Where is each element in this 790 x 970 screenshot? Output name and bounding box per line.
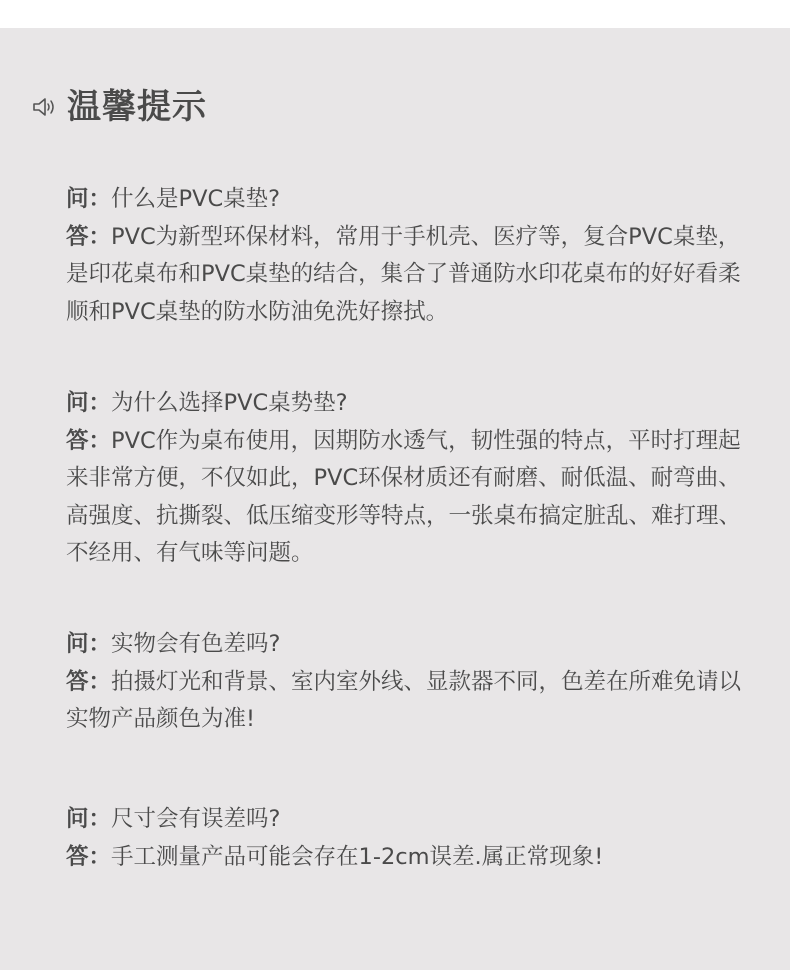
answer-prefix: 答：	[66, 668, 112, 695]
question-prefix: 问：	[66, 186, 112, 212]
question-line	[66, 626, 756, 664]
question-prefix: 问：	[66, 631, 112, 657]
answer-line	[66, 423, 756, 573]
answer-text: PVC为新型环保材料，常用于手机壳、医疗等，复合PVC桌垫，是印花桌布和PVC桌垫的结合，集合了普通防水印花桌布的好好看柔顺和PVC桌垫的防水防油免洗好擦拭。	[66, 223, 741, 325]
answer-text: PVC作为桌布使用，因期防水透气，韧性强的特点，平时打理起来非常方便，不仅如此，PVC环保材质还有耐磨、耐低温、耐弯曲、高强度、抗撕裂、低压缩变形等特点，一张桌布搞定脏乱、难打理、不经用、有气味等问题。	[66, 427, 742, 566]
answer-line	[66, 664, 756, 739]
question-line	[66, 181, 756, 219]
question-text: 为什么选择PVC桌势垫?	[111, 390, 348, 416]
qa-item-3	[66, 626, 756, 739]
answer-text: 手工测量产品可能会存在1-2cm误差.属正常现象!	[111, 843, 604, 870]
speaker-icon	[32, 96, 58, 118]
answer-line	[66, 839, 756, 877]
answer-prefix: 答：	[66, 427, 112, 454]
answer-line	[66, 219, 756, 332]
answer-prefix: 答：	[66, 223, 112, 250]
tips-header	[32, 82, 207, 132]
answer-text: 拍摄灯光和背景、室内室外线、显款器不同，色差在所难免请以实物产品颜色为准!	[66, 668, 742, 732]
answer-prefix: 答：	[66, 843, 112, 870]
question-prefix: 问：	[66, 390, 112, 416]
question-line	[66, 801, 756, 839]
question-prefix: 问：	[66, 806, 112, 832]
question-text: 什么是PVC桌垫?	[111, 186, 281, 212]
question-text: 实物会有色差吗?	[111, 631, 281, 657]
page-title: 温馨提示	[67, 87, 207, 127]
qa-item-4	[66, 801, 756, 876]
qa-item-1	[66, 181, 756, 331]
question-line	[66, 385, 756, 423]
question-text: 尺寸会有误差吗?	[111, 806, 281, 832]
qa-item-2	[66, 385, 756, 573]
